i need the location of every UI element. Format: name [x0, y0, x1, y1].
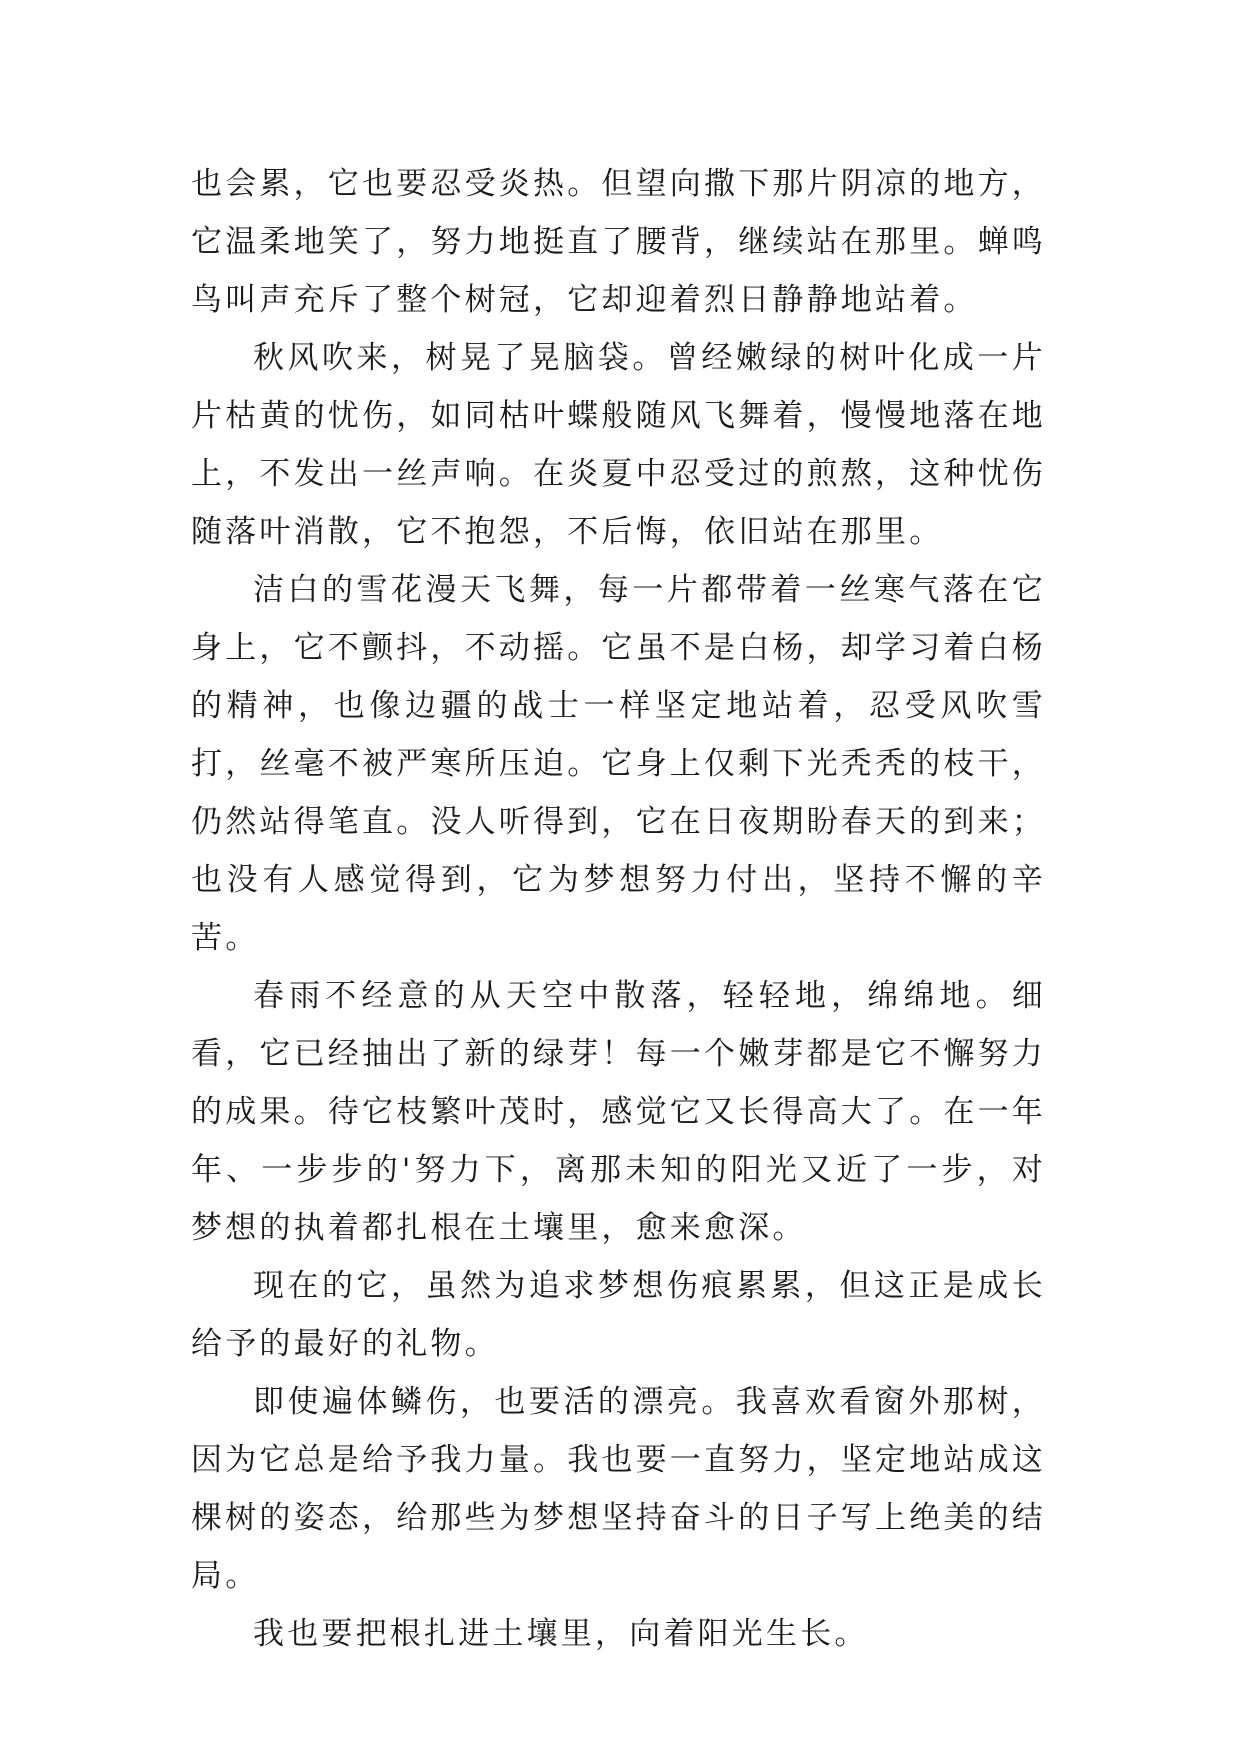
paragraph-1: 也会累，它也要忍受炎热。但望向撒下那片阴凉的地方，它温柔地笑了，努力地挺直了腰背，继续站在那里。蝉鸣鸟叫声充斥了整个树冠，它却迎着烈日静静地站着。 — [191, 166, 1046, 318]
article-body — [191, 155, 1046, 1663]
paragraph-7: 我也要把根扎进土壤里，向着阳光生长。 — [253, 1616, 869, 1652]
paragraph-6: 即使遍体鳞伤，也要活的漂亮。我喜欢看窗外那树，因为它总是给予我力量。我也要一直努力，坚定地站成这棵树的姿态，给那些为梦想坚持奋斗的日子写上绝美的结局。 — [191, 1384, 1046, 1594]
paragraph-2: 秋风吹来，树晃了晃脑袋。曾经嫩绿的树叶化成一片片枯黄的忧伤，如同枯叶蝶般随风飞舞着，慢慢地落在地上，不发出一丝声响。在炎夏中忍受过的煎熬，这种忧伤随落叶消散，它不抱怨，不后悔，依旧站在那里。 — [191, 340, 1046, 550]
paragraph-4: 春雨不经意的从天空中散落，轻轻地，绵绵地。细看，它已经抽出了新的绿芽！每一个嫩芽都是它不懈努力的成果。待它枝繁叶茂时，感觉它又长得高大了。在一年年、一步步的'努力下，离那未知的阳光又近了一步，对梦想的执着都扎根在土壤里，愈来愈深。 — [191, 978, 1046, 1246]
paragraph-5: 现在的它，虽然为追求梦想伤痕累累，但这正是成长给予的最好的礼物。 — [191, 1268, 1046, 1362]
paragraph-3: 洁白的雪花漫天飞舞，每一片都带着一丝寒气落在它身上，它不颤抖，不动摇。它虽不是白杨，却学习着白杨的精神，也像边疆的战士一样坚定地站着，忍受风吹雪打，丝毫不被严寒所压迫。它身上仅剩下光秃秃的枝干，仍然站得笔直。没人听得到，它在日夜期盼春天的到来；也没有人感觉得到，它为梦想努力付出，坚持不懈的辛苦。 — [191, 572, 1046, 956]
